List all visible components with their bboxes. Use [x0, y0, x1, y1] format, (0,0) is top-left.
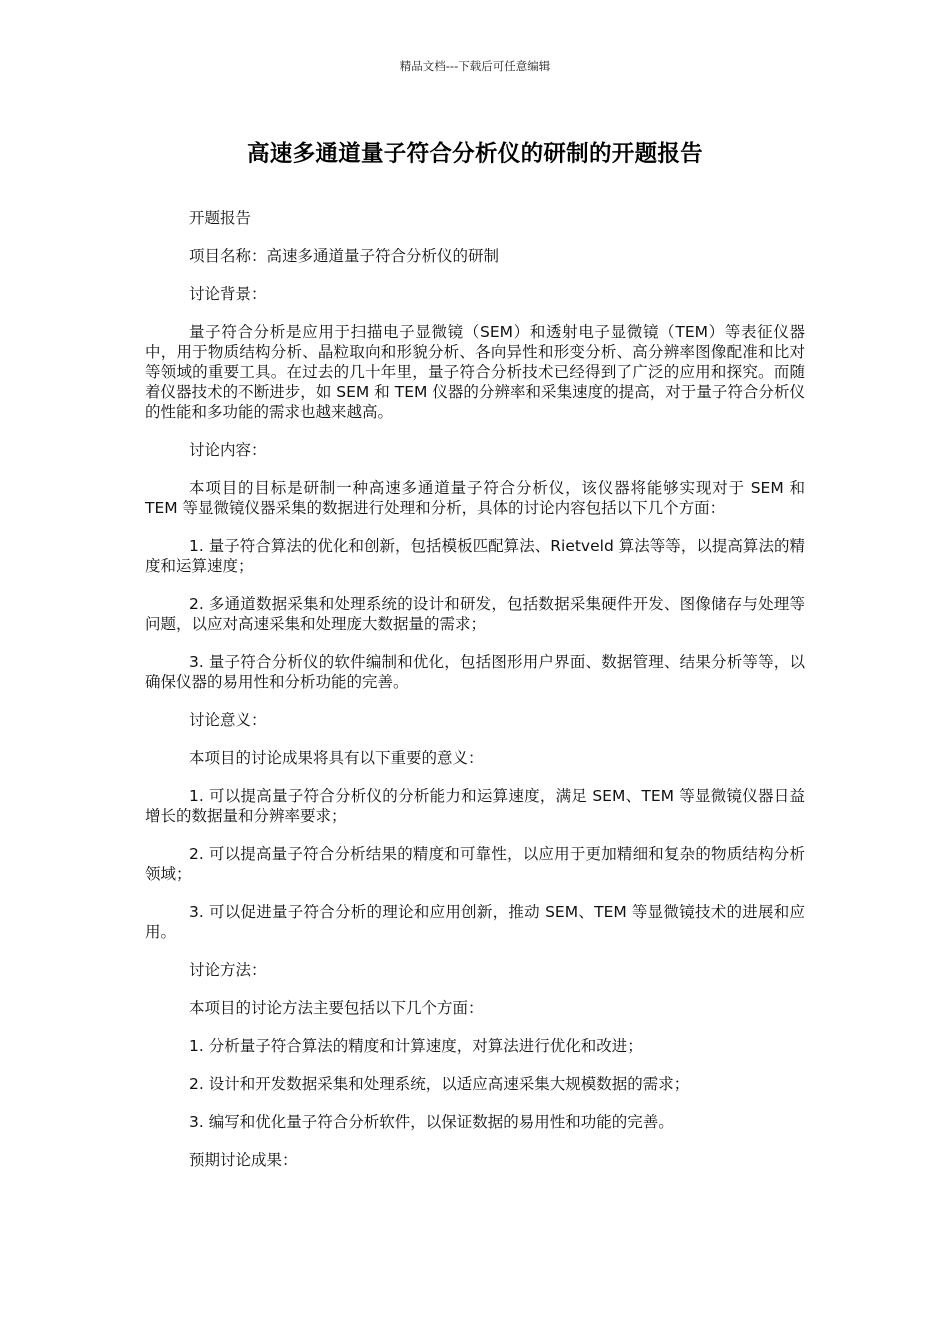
paragraph-project-name: 项目名称：高速多通道量子符合分析仪的研制 [189, 247, 500, 265]
paragraph-list-item: 1. 可以提高量子符合分析仪的分析能力和运算速度，满足 SEM、TEM 等显微镜仪器日益增长的数据量和分辨率要求； [145, 787, 805, 825]
paragraph-list-item: 3. 可以促进量子符合分析的理论和应用创新，推动 SEM、TEM 等显微镜技术的进展和应用。 [145, 903, 805, 941]
paragraph-list-item: 3. 编写和优化量子符合分析软件，以保证数据的易用性和功能的完善。 [189, 1113, 674, 1131]
paragraph-list-item: 1. 分析量子符合算法的精度和计算速度，对算法进行优化和改进； [189, 1037, 643, 1055]
paragraph-background: 量子符合分析是应用于扫描电子显微镜（SEM）和透射电子显微镜（TEM）等表征仪器中，用于物质结构分析、晶粒取向和形貌分析、各向异性和形变分析、高分辨率图像配准和比对等领域的重要工具。在过去的几十年里，量子符合分析技术已经得到了广泛的应用和探究。而随着仪器技术的不断进步，如 SEM 和 TEM 仪器的分辨率和采集速度的提高，对于量子符合分析仪的性能和多功能的需求也越来越高。 [145, 323, 805, 421]
paragraph-heading: 讨论意义： [189, 711, 267, 729]
paragraph-list-item: 3. 量子符合分析仪的软件编制和优化，包括图形用户界面、数据管理、结果分析等等，以确保仪器的易用性和分析功能的完善。 [145, 653, 805, 691]
paragraph-heading: 讨论背景： [189, 285, 267, 303]
paragraph-content-intro: 本项目的目标是研制一种高速多通道量子符合分析仪，该仪器将能够实现对于 SEM 和 TEM 等显微镜仪器采集的数据进行处理和分析，具体的讨论内容包括以下几个方面： [145, 479, 805, 517]
paragraph-list-item: 1. 量子符合算法的优化和创新，包括模板匹配算法、Rietveld 算法等等，以提高算法的精度和运算速度； [145, 537, 805, 575]
paragraph-label: 开题报告 [189, 209, 252, 227]
paragraph-list-item: 2. 可以提高量子符合分析结果的精度和可靠性，以应用于更加精细和复杂的物质结构分析领域； [145, 845, 805, 883]
document-body [145, 208, 805, 1188]
paragraph-heading: 预期讨论成果： [189, 1151, 298, 1169]
paragraph-heading: 讨论方法： [189, 961, 267, 979]
paragraph-significance-intro: 本项目的讨论成果将具有以下重要的意义： [189, 749, 484, 767]
header-note: 精品文档---下载后可任意编辑 [399, 59, 551, 73]
paragraph-list-item: 2. 多通道数据采集和处理系统的设计和研发，包括数据采集硬件开发、图像储存与处理等问题，以应对高速采集和处理庞大数据量的需求； [145, 595, 805, 633]
paragraph-list-item: 2. 设计和开发数据采集和处理系统，以适应高速采集大规模数据的需求； [189, 1075, 690, 1093]
paragraph-heading: 讨论内容： [189, 441, 267, 459]
paragraph-method-intro: 本项目的讨论方法主要包括以下几个方面： [189, 999, 484, 1017]
document-title: 高速多通道量子符合分析仪的研制的开题报告 [246, 141, 703, 167]
